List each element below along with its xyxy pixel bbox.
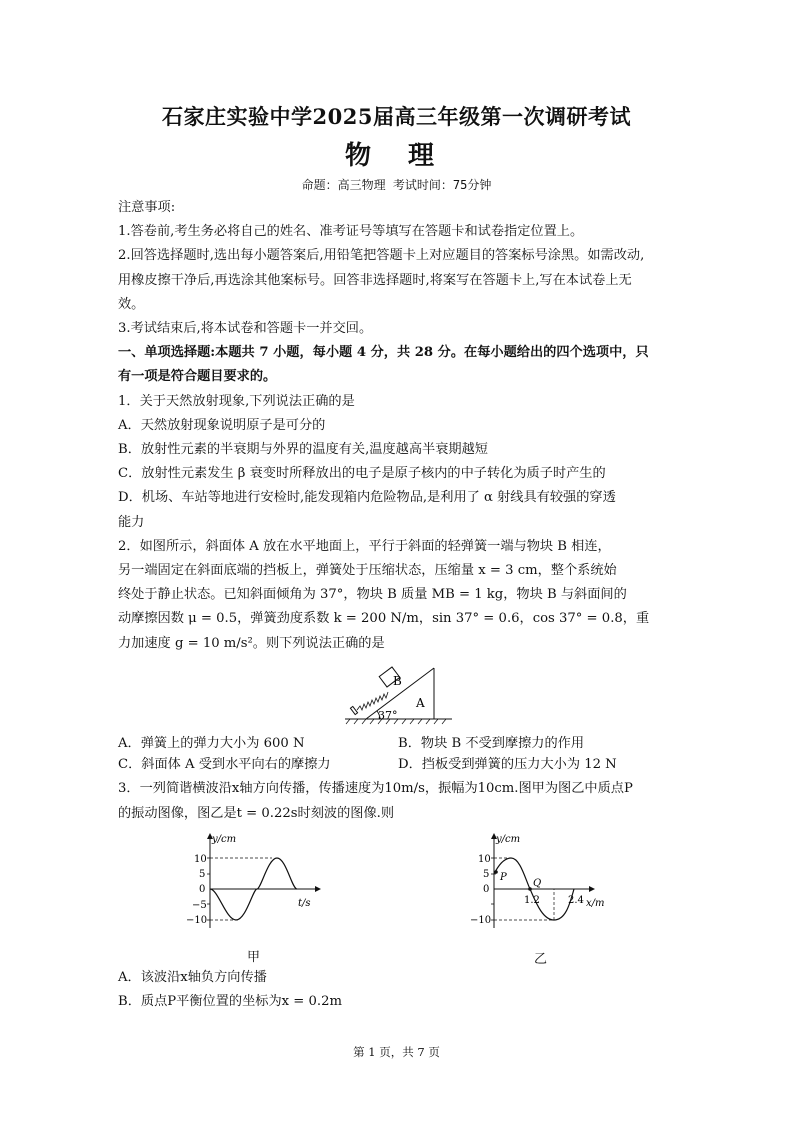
yi-tick-5: 5	[483, 869, 490, 880]
page-footer: 第 1 页，共 7 页	[353, 1045, 440, 1059]
q2-option-a: A．弹簧上的弹力大小为 600 N	[118, 736, 305, 751]
baffle-plate	[350, 706, 357, 714]
yi-point-p	[494, 870, 498, 874]
yi-xtick-2-4: 2.4	[568, 895, 584, 906]
yi-tick-neg10: −10	[470, 915, 492, 926]
q2-stem-line-2: 另一端固定在斜面底端的挡板上，弹簧处于压缩状态，压缩量 x = 3 cm，整个系统始	[118, 563, 617, 579]
yi-point-q	[528, 887, 532, 891]
yi-q-label: Q	[533, 878, 542, 889]
exam-meta: 命题：高三物理 考试时间：75分钟	[301, 178, 492, 192]
notice-item-2-line-3: 效。	[118, 296, 145, 312]
q1-option-d-line-2: 能力	[118, 514, 145, 530]
q3-graph-yi	[470, 828, 620, 936]
exam-title: 石家庄实验中学2025届高三年级第一次调研考试	[162, 104, 631, 129]
q1-option-c: C．放射性元素发生 β 衰变时所释放出的电子是原子核内的中子转化为质子时产生的	[118, 466, 606, 482]
spring	[357, 692, 388, 710]
q3-graph-jia	[180, 828, 330, 936]
q2-option-c: C．斜面体 A 受到水平向右的摩擦力	[118, 757, 331, 773]
yi-tick-0: 0	[483, 884, 490, 895]
q1-option-b: B．放射性元素的半衰期与外界的温度有关,温度越高半衰期越短	[118, 442, 488, 458]
yi-xtick-1-2: 1.2	[524, 895, 540, 906]
section-1-heading-line-1: 一、单项选择题:本题共 7 小题，每小题 4 分，共 28 分。在每小题给出的四个选项中，只	[118, 345, 649, 361]
jia-tick-10: 10	[194, 854, 207, 865]
subject-title: 物 理	[344, 141, 449, 171]
q3-option-a: A．该波沿x轴负方向传播	[118, 970, 267, 985]
notice-item-2-line-1: 2.回答选择题时,选出每小题答案后,用铅笔把答题卡上对应题目的答案标号涂黑。如需改动,	[118, 248, 645, 264]
q1-option-a: A．天然放射现象说明原子是可分的	[118, 417, 326, 433]
q3-stem-line-1: 3．一列简谐横波沿x轴方向传播，传播速度为10m/s，振幅为10cm.图甲为图乙中质点P	[118, 781, 633, 797]
notice-heading: 注意事项:	[118, 200, 176, 215]
jia-x-label: t/s	[298, 898, 311, 909]
q3-option-b: B．质点P平衡位置的坐标为x = 0.2m	[118, 994, 342, 1010]
q2-stem-line-4: 动摩擦因数 μ = 0.5，弹簧劲度系数 k = 200 N/m，sin 37° = 0.6，cos 37° = 0.8，重	[118, 611, 650, 627]
yi-x-label: x/m	[586, 898, 605, 909]
yi-tick-10: 10	[478, 854, 491, 865]
block-b-label: B	[393, 674, 402, 688]
jia-y-label: y/cm	[212, 834, 237, 845]
yi-caption: 乙	[534, 952, 548, 967]
yi-y-label: y/cm	[496, 834, 521, 845]
q1-option-d-line-1: D．机场、车站等地进行安检时,能发现箱内危险物品,是利用了 α 射线具有较强的穿透	[118, 490, 616, 506]
q2-stem-line-1: 2．如图所示，斜面体 A 放在水平地面上，平行于斜面的轻弹簧一端与物块 B 相连，	[118, 538, 611, 554]
notice-item-2-line-2: 用橡皮擦干净后,再选涂其他案标号。回答非选择题时,将案写在答题卡上,写在本试卷上无	[118, 272, 632, 288]
notice-item-1: 1.答卷前,考生务必将自己的姓名、准考证号等填写在答题卡和试卷指定位置上。	[118, 224, 584, 240]
q2-option-d: D．挡板受到弹簧的压力大小为 12 N	[398, 757, 617, 773]
notice-block	[118, 196, 678, 656]
jia-caption: 甲	[247, 950, 261, 965]
q3-options-block	[118, 966, 678, 1014]
jia-tick-neg5: −5	[192, 900, 207, 911]
q2-stem-line-5: 力加速度 g = 10 m/s²。则下列说法正确的是	[118, 635, 385, 651]
yi-p-label: P	[500, 872, 507, 883]
q1-stem: 1．关于天然放射现象,下列说法正确的是	[118, 393, 355, 409]
q2-options-row-2	[118, 753, 678, 777]
jia-tick-neg10: −10	[186, 915, 208, 926]
incline-a-label: A	[416, 696, 425, 710]
q3-stem-line-2: 的振动图像，图乙是t = 0.22s时刻波的图像.则	[118, 805, 395, 821]
notice-item-3: 3.考试结束后,将本试卷和答题卡一并交回。	[118, 321, 373, 337]
section-1-heading-line-2: 有一项是符合题目要求的。	[118, 369, 277, 385]
angle-label: 37°	[378, 709, 398, 722]
jia-tick-5: 5	[199, 869, 206, 880]
q2-option-b: B．物块 B 不受到摩擦力的作用	[398, 736, 585, 751]
q2-stem-line-3: 终处于静止状态。已知斜面倾角为 37°，物块 B 质量 MB = 1 kg，物块 B 与斜面间的	[118, 587, 627, 603]
q2-incline-figure	[340, 662, 460, 728]
jia-tick-0: 0	[199, 884, 206, 895]
q2-options-block	[118, 732, 678, 826]
